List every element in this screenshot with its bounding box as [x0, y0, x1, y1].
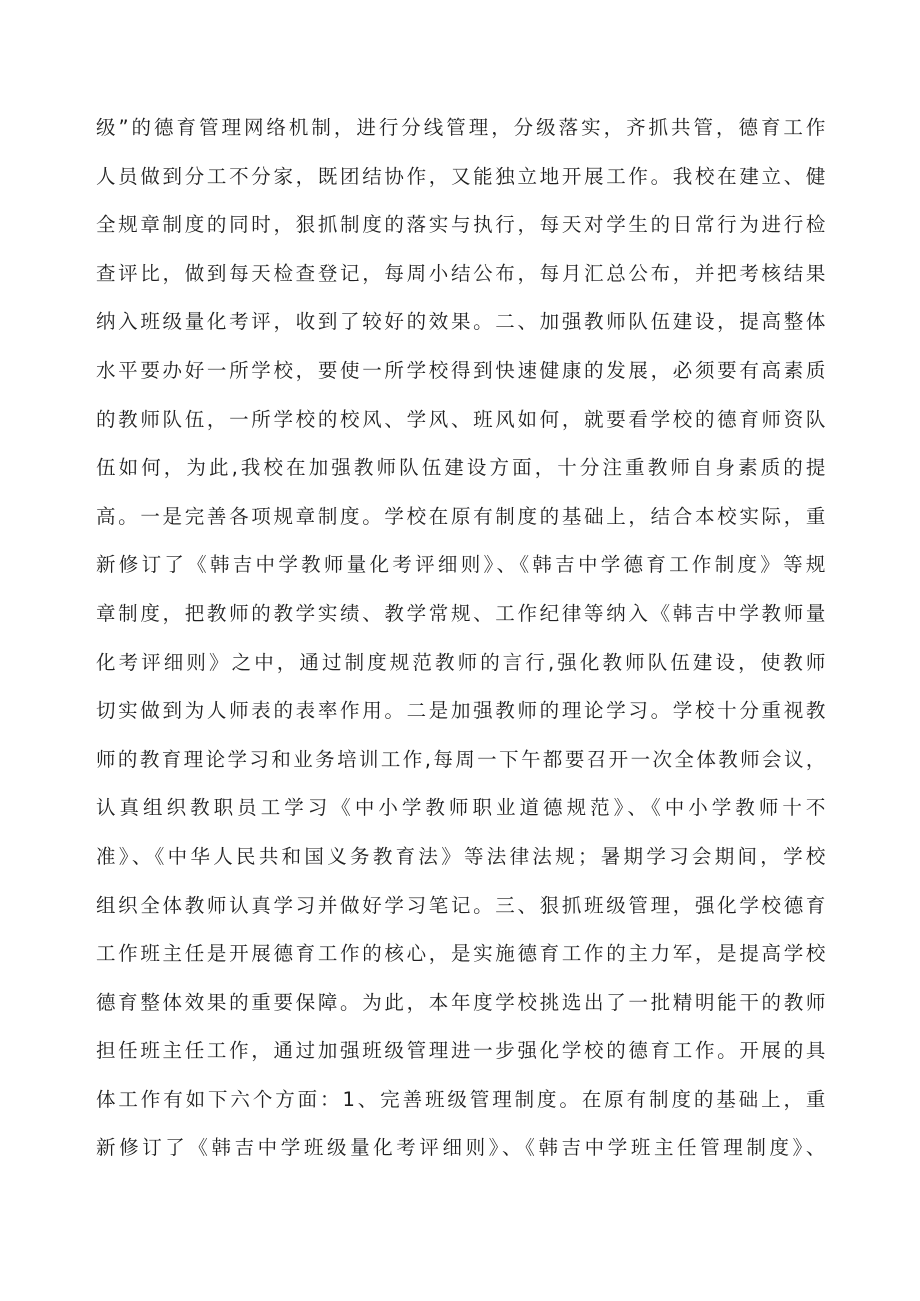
- text-line: 新修订了《韩吉中学教师量化考评细则》、《韩吉中学德育工作制度》等规: [96, 553, 826, 577]
- text-line: 高。一是完善各项规章制度。学校在原有制度的基础上，结合本校实际，重: [96, 504, 826, 528]
- text-line: 德育整体效果的重要保障。为此，本年度学校挑选出了一批精明能干的教师: [96, 990, 826, 1014]
- text-line: 准》、《中华人民共和国义务教育法》等法律法规；暑期学习会期间，学校: [96, 844, 826, 868]
- text-line: 师的教育理论学习和业务培训工作,每周一下午都要召开一次全体教师会议，: [96, 747, 826, 771]
- text-line: 担任班主任工作，通过加强班级管理进一步强化学校的德育工作。开展的具: [96, 1039, 826, 1063]
- text-line: 的教师队伍，一所学校的校风、学风、班风如何，就要看学校的德育师资队: [96, 407, 826, 431]
- text-line: 伍如何，为此,我校在加强教师队伍建设方面，十分注重教师自身素质的提: [96, 456, 826, 480]
- text-line: 工作班主任是开展德育工作的核心，是实施德育工作的主力军，是提高学校: [96, 942, 826, 966]
- text-line: 化考评细则》之中，通过制度规范教师的言行,强化教师队伍建设，使教师: [96, 650, 826, 674]
- text-line: 组织全体教师认真学习并做好学习笔记。三、狠抓班级管理，强化学校德育: [96, 893, 826, 917]
- text-line: 级”的德育管理网络机制，进行分线管理，分级落实，齐抓共管，德育工作: [96, 116, 826, 139]
- text-line: 新修订了《韩吉中学班级量化考评细则》、《韩吉中学班主任管理制度》、: [96, 1136, 826, 1160]
- text-line: 人员做到分工不分家，既团结协作，又能独立地开展工作。我校在建立、健: [96, 164, 826, 188]
- text-line: 查评比，做到每天检查登记，每周小结公布，每月汇总公布，并把考核结果: [96, 261, 826, 285]
- text-line: 水平要办好一所学校，要使一所学校得到快速健康的发展，必须要有高素质: [96, 358, 826, 382]
- text-line: 认真组织教职员工学习《中小学教师职业道德规范》、《中小学教师十不: [96, 796, 826, 820]
- text-line: 纳入班级量化考评，收到了较好的效果。二、加强教师队伍建设，提高整体: [96, 310, 826, 334]
- text-line: 体工作有如下六个方面：1、完善班级管理制度。在原有制度的基础上，重: [96, 1087, 826, 1111]
- text-line: 章制度，把教师的教学实绩、教学常规、工作纪律等纳入《韩吉中学教师量: [96, 601, 826, 625]
- body-paragraph: [96, 104, 826, 1173]
- text-line: 切实做到为人师表的表率作用。二是加强教师的理论学习。学校十分重视教: [96, 699, 826, 723]
- text-line: 全规章制度的同时，狠抓制度的落实与执行，每天对学生的日常行为进行检: [96, 213, 826, 237]
